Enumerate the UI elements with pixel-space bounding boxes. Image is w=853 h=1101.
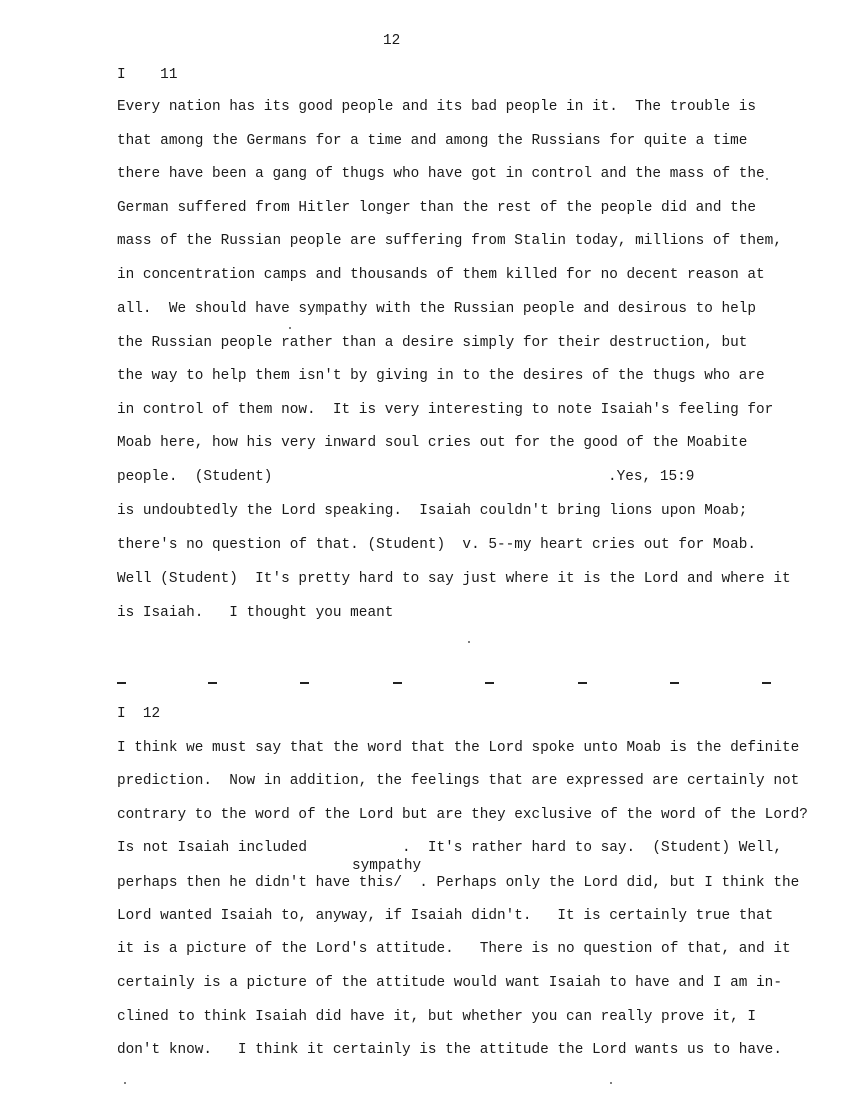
- interlinear-insertion: sympathy: [352, 858, 422, 874]
- text-line: all. We should have sympathy with the Russian people and desirous to help: [117, 301, 757, 317]
- divider-dash: [762, 682, 771, 684]
- text-line: the way to help them isn't by giving in to the desires of the thugs who are: [117, 368, 765, 384]
- scan-speck: [289, 327, 291, 329]
- text-line: people. (Student): [117, 469, 273, 485]
- text-line: is Isaiah. I thought you meant: [117, 605, 394, 621]
- text-line: Every nation has its good people and its bad people in it. The trouble is: [117, 99, 757, 115]
- text-line: in concentration camps and thousands of them killed for no decent reason at: [117, 267, 765, 283]
- text-line-right: .Yes, 15:9: [608, 469, 695, 485]
- text-line: it is a picture of the Lord's attitude. There is no question of that, and it: [117, 941, 791, 957]
- divider-dash: [117, 682, 126, 684]
- text-line: I think we must say that the word that the Lord spoke unto Moab is the definite: [117, 740, 800, 756]
- text-line: certainly is a picture of the attitude would want Isaiah to have and I am in-: [117, 975, 782, 991]
- scan-speck: [766, 178, 768, 180]
- section-heading-i-12: I 12: [117, 706, 161, 722]
- text-line: Is not Isaiah included . It's rather hard to say. (Student) Well,: [117, 840, 782, 856]
- text-line: perhaps then he didn't have this/ . Perhaps only the Lord did, but I think the: [117, 875, 800, 891]
- divider-dash: [300, 682, 309, 684]
- text-line: Lord wanted Isaiah to, anyway, if Isaiah didn't. It is certainly true that: [117, 908, 774, 924]
- scan-speck: [124, 1082, 126, 1084]
- section-heading-i-11: I 11: [117, 67, 178, 83]
- divider-dash: [393, 682, 402, 684]
- text-line: German suffered from Hitler longer than the rest of the people did and the: [117, 200, 757, 216]
- divider-dash: [670, 682, 679, 684]
- text-line: contrary to the word of the Lord but are they exclusive of the word of the Lord?: [117, 807, 808, 823]
- text-line: there have been a gang of thugs who have got in control and the mass of the: [117, 166, 765, 182]
- text-line: mass of the Russian people are suffering from Stalin today, millions of them,: [117, 233, 782, 249]
- text-line: that among the Germans for a time and among the Russians for quite a time: [117, 133, 748, 149]
- text-line: prediction. Now in addition, the feelings that are expressed are certainly not: [117, 773, 800, 789]
- text-line: the Russian people rather than a desire simply for their destruction, but: [117, 335, 748, 351]
- text-line: Well (Student) It's pretty hard to say just where it is the Lord and where it: [117, 571, 791, 587]
- text-line: is undoubtedly the Lord speaking. Isaiah couldn't bring lions upon Moab;: [117, 503, 748, 519]
- divider-dash: [208, 682, 217, 684]
- text-line: Moab here, how his very inward soul cries out for the good of the Moabite: [117, 435, 748, 451]
- divider-dash: [578, 682, 587, 684]
- divider-dash: [485, 682, 494, 684]
- text-line: there's no question of that. (Student) v. 5--my heart cries out for Moab.: [117, 537, 757, 553]
- text-line: in control of them now. It is very interesting to note Isaiah's feeling for: [117, 402, 774, 418]
- text-line: clined to think Isaiah did have it, but whether you can really prove it, I: [117, 1009, 757, 1025]
- scan-speck: [468, 641, 470, 643]
- page-number: 12: [383, 33, 401, 49]
- scan-speck: [610, 1082, 612, 1084]
- text-line: don't know. I think it certainly is the attitude the Lord wants us to have.: [117, 1042, 782, 1058]
